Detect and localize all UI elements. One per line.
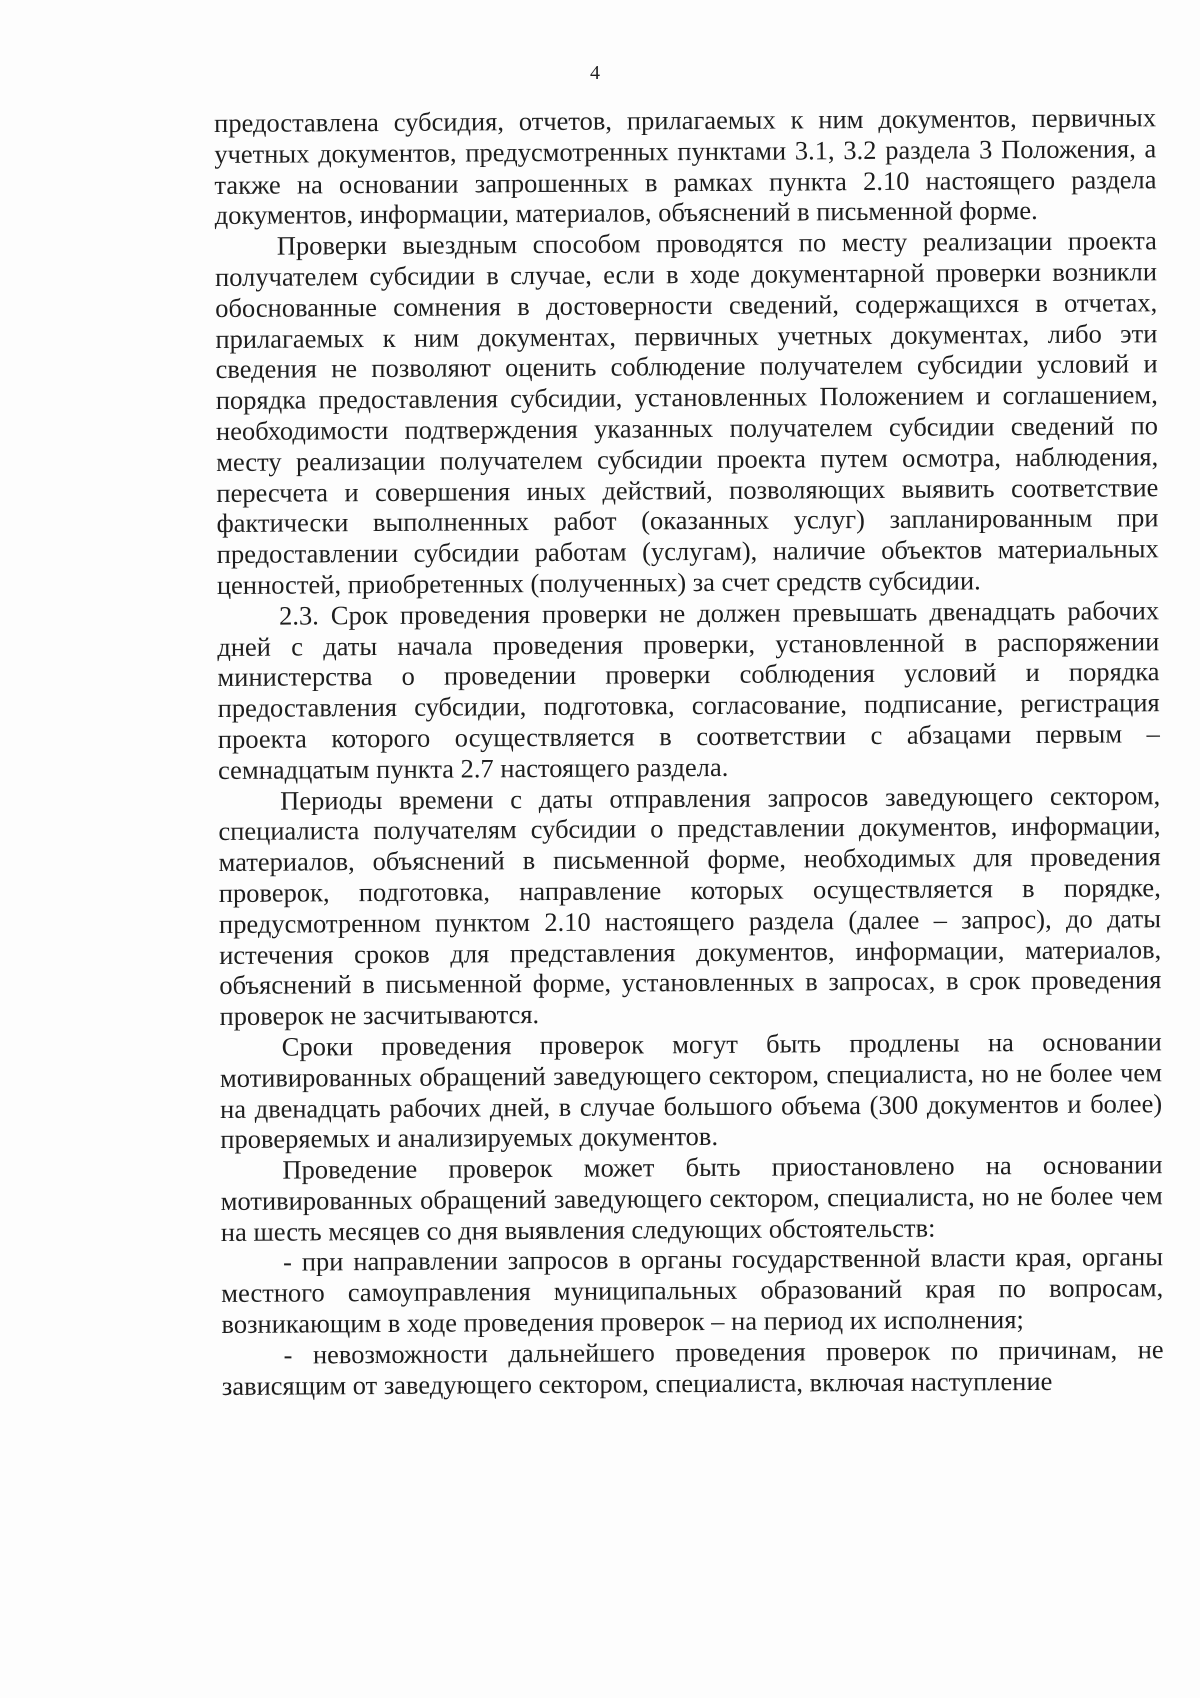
paragraph-2-3-inspection-term: 2.3. Срок проведения проверки не должен превышать двенадцать рабочих дней с даты начала проведения проверки, установленной в распоряжении министерства о проведении проверки соблюдения условий и порядка предоставления субсидии, подготовка, согласование, подписание, регистрация проекта которого осуществляется в соответствии с абзацами первым – семнадцатым пункта 2.7 настоящего раздела. [217,594,1160,785]
paragraph-list-item-impossibility: - невозможности дальнейшего проведения проверок по причинам, не зависящим от заведующего сектором, специалиста, включая наступление [221,1334,1164,1401]
paragraph-onsite-inspections: Проверки выездным способом проводятся по месту реализации проекта получателем субсидии в случае, если в ходе документарной проверки возникли обоснованные сомнения в достоверности сведений, содержащихся в отчетах, прилагаемых к ним документах, первичных учетных документах, либо эти сведения не позволяют оценить соблюдение получателем субсидии условий и порядка предоставления субсидии, установленных Положением и соглашением, необходимости подтверждения указанных получателем субсидии сведений по месту реализации получателем субсидии проекта путем осмотра, наблюдения, пересчета и совершения иных действий, позволяющих выявить соответствие фактически выполненных работ (оказанных услуг) запланированным при предоставлении субсидии работам (услугам), наличие объектов материальных ценностей, приобретенных (полученных) за счет средств субсидии. [214,225,1159,600]
paragraph-list-item-requests: - при направлении запросов в органы государственной власти края, органы местного самоуправления муниципальных образований края по вопросам, возникающим в ходе проведения проверок – на период их исполнения; [221,1241,1164,1340]
document-body [214,102,1164,1401]
page-number: 4 [590,62,600,84]
paragraph-request-periods: Периоды времени с даты отправления запросов заведующего сектором, специалиста получателям субсидии о представлении документов, информации, материалов, объяснений в письменной форме, необходимых для проведения проверок, подготовка, направление которых осуществляется в порядке, предусмотренном пунктом 2.10 настоящего раздела (далее – запрос), до даты истечения сроков для представления документов, информации, материалов, объяснений в письменной форме, установленных в запросах, в срок проведения проверок не засчитываются. [218,779,1162,1032]
paragraph-continuation: предоставлена субсидия, отчетов, прилагаемых к ним документов, первичных учетных документов, предусмотренных пунктами 3.1, 3.2 раздела 3 Положения, а также на основании запрошенных в рамках пункта 2.10 настоящего раздела документов, информации, материалов, объяснений в письменной форме. [214,102,1157,231]
paragraph-suspension: Проведение проверок может быть приостановлено на основании мотивированных обращений заведующего сектором, специалиста, но не более чем на шесть месяцев со дня выявления следующих обстоятельств: [220,1149,1163,1247]
paragraph-term-extension: Сроки проведения проверок могут быть продлены на основании мотивированных обращений заведующего сектором, специалиста, но не более чем на двенадцать рабочих дней, в случае большого объема (300 документов и более) проверяемых и анализируемых документов. [219,1026,1163,1155]
